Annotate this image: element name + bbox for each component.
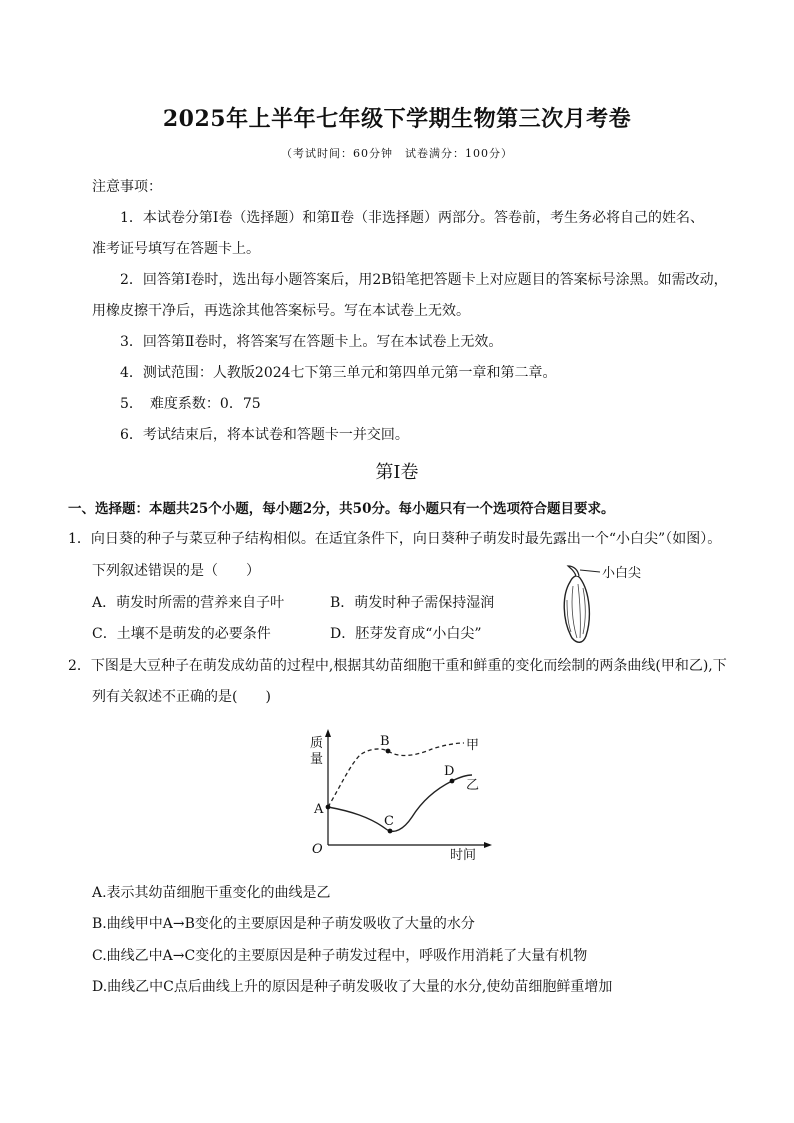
question-1-stem: 1．向日葵的种子与菜豆种子结构相似。在适宜条件下，向日葵种子萌发时最先露出一个“小白尖”（如图）。 (68, 531, 722, 547)
sunflower-seed-icon (564, 566, 589, 642)
label-leader-line (580, 570, 600, 572)
note-5: 5． 难度系数：0．75 (120, 396, 261, 412)
y-axis-arrow (325, 729, 331, 737)
series-label-yi: 乙 (466, 778, 480, 793)
seed-weight-graph (300, 725, 500, 863)
point-b (386, 749, 391, 754)
exam-title: 2025年上半年七年级下学期生物第三次月考卷 (162, 106, 632, 132)
question-2-option-d: D.曲线乙中C点后曲线上升的原因是种子萌发吸收了大量的水分,使幼苗细胞鲜重增加 (92, 979, 613, 995)
question-2-stem: 2．下图是大豆种子在萌发成幼苗的过程中,根据其幼苗细胞干重和鲜重的变化而绘制的两条曲线(甲和乙),下 (68, 658, 727, 674)
notes-heading: 注意事项： (92, 179, 162, 195)
y-axis-label-2: 量 (310, 752, 324, 767)
point-d (450, 779, 455, 784)
question-1-option-a: A．萌发时所需的营养来自子叶 (92, 595, 285, 611)
point-a (326, 805, 331, 810)
question-2-stem-cont: 列有关叙述不正确的是( ) (92, 689, 271, 705)
point-label-d: D (444, 764, 455, 779)
note-6: 6．考试结束后，将本试卷和答题卡一并交回。 (120, 427, 409, 443)
volume-title: 第Ⅰ卷 (375, 462, 419, 483)
question-1-option-b: B．萌发时种子需保持湿润 (330, 595, 495, 611)
series-label-jia: 甲 (466, 738, 480, 753)
point-c (388, 829, 393, 834)
curve-yi (328, 775, 472, 831)
note-1-line-1: 1．本试卷分第Ⅰ卷（选择题）和第Ⅱ卷（非选择题）两部分。答卷前，考生务必将自己的姓名、 (120, 210, 704, 226)
section-heading: 一、选择题：本题共25个小题，每小题2分，共50分。每小题只有一个选项符合题目要求。 (68, 501, 615, 517)
note-2-line-2: 用橡皮擦干净后，再选涂其他答案标号。写在本试卷上无效。 (92, 303, 470, 319)
x-axis-arrow (484, 842, 492, 848)
x-axis-label: 时间 (450, 848, 477, 863)
question-2-option-c: C.曲线乙中A→C变化的主要原因是种子萌发过程中，呼吸作用消耗了大量有机物 (92, 948, 588, 964)
point-label-a: A (314, 802, 324, 817)
note-3: 3．回答第Ⅱ卷时，将答案写在答题卡上。写在本试卷上无效。 (120, 334, 503, 350)
question-1-option-d: D．胚芽发育成“小白尖” (330, 626, 482, 642)
figure-label-xiaobaijian: 小白尖 (602, 566, 642, 581)
sunflower-seed-figure (550, 560, 670, 645)
exam-subtitle: （考试时间：60分钟 试卷满分：100分） (281, 147, 513, 160)
question-1-stem-cont: 下列叙述错误的是（ ） (92, 563, 260, 579)
origin-label: O (312, 842, 323, 857)
question-2-option-a: A.表示其幼苗细胞干重变化的曲线是乙 (92, 885, 331, 901)
point-label-b: B (380, 734, 390, 749)
note-1-line-2: 准考证号填写在答题卡上。 (92, 241, 260, 257)
question-2-option-b: B.曲线甲中A→B变化的主要原因是种子萌发吸收了大量的水分 (92, 916, 475, 932)
point-label-c: C (384, 814, 394, 829)
question-1-option-c: C．土壤不是萌发的必要条件 (92, 626, 271, 642)
y-axis-label-1: 质 (310, 736, 324, 751)
note-4: 4．测试范围：人教版2024七下第三单元和第四单元第一章和第二章。 (120, 365, 557, 381)
note-2-line-1: 2．回答第Ⅰ卷时，选出每小题答案后，用2B铅笔把答题卡上对应题目的答案标号涂黑。如需改动， (120, 272, 728, 288)
